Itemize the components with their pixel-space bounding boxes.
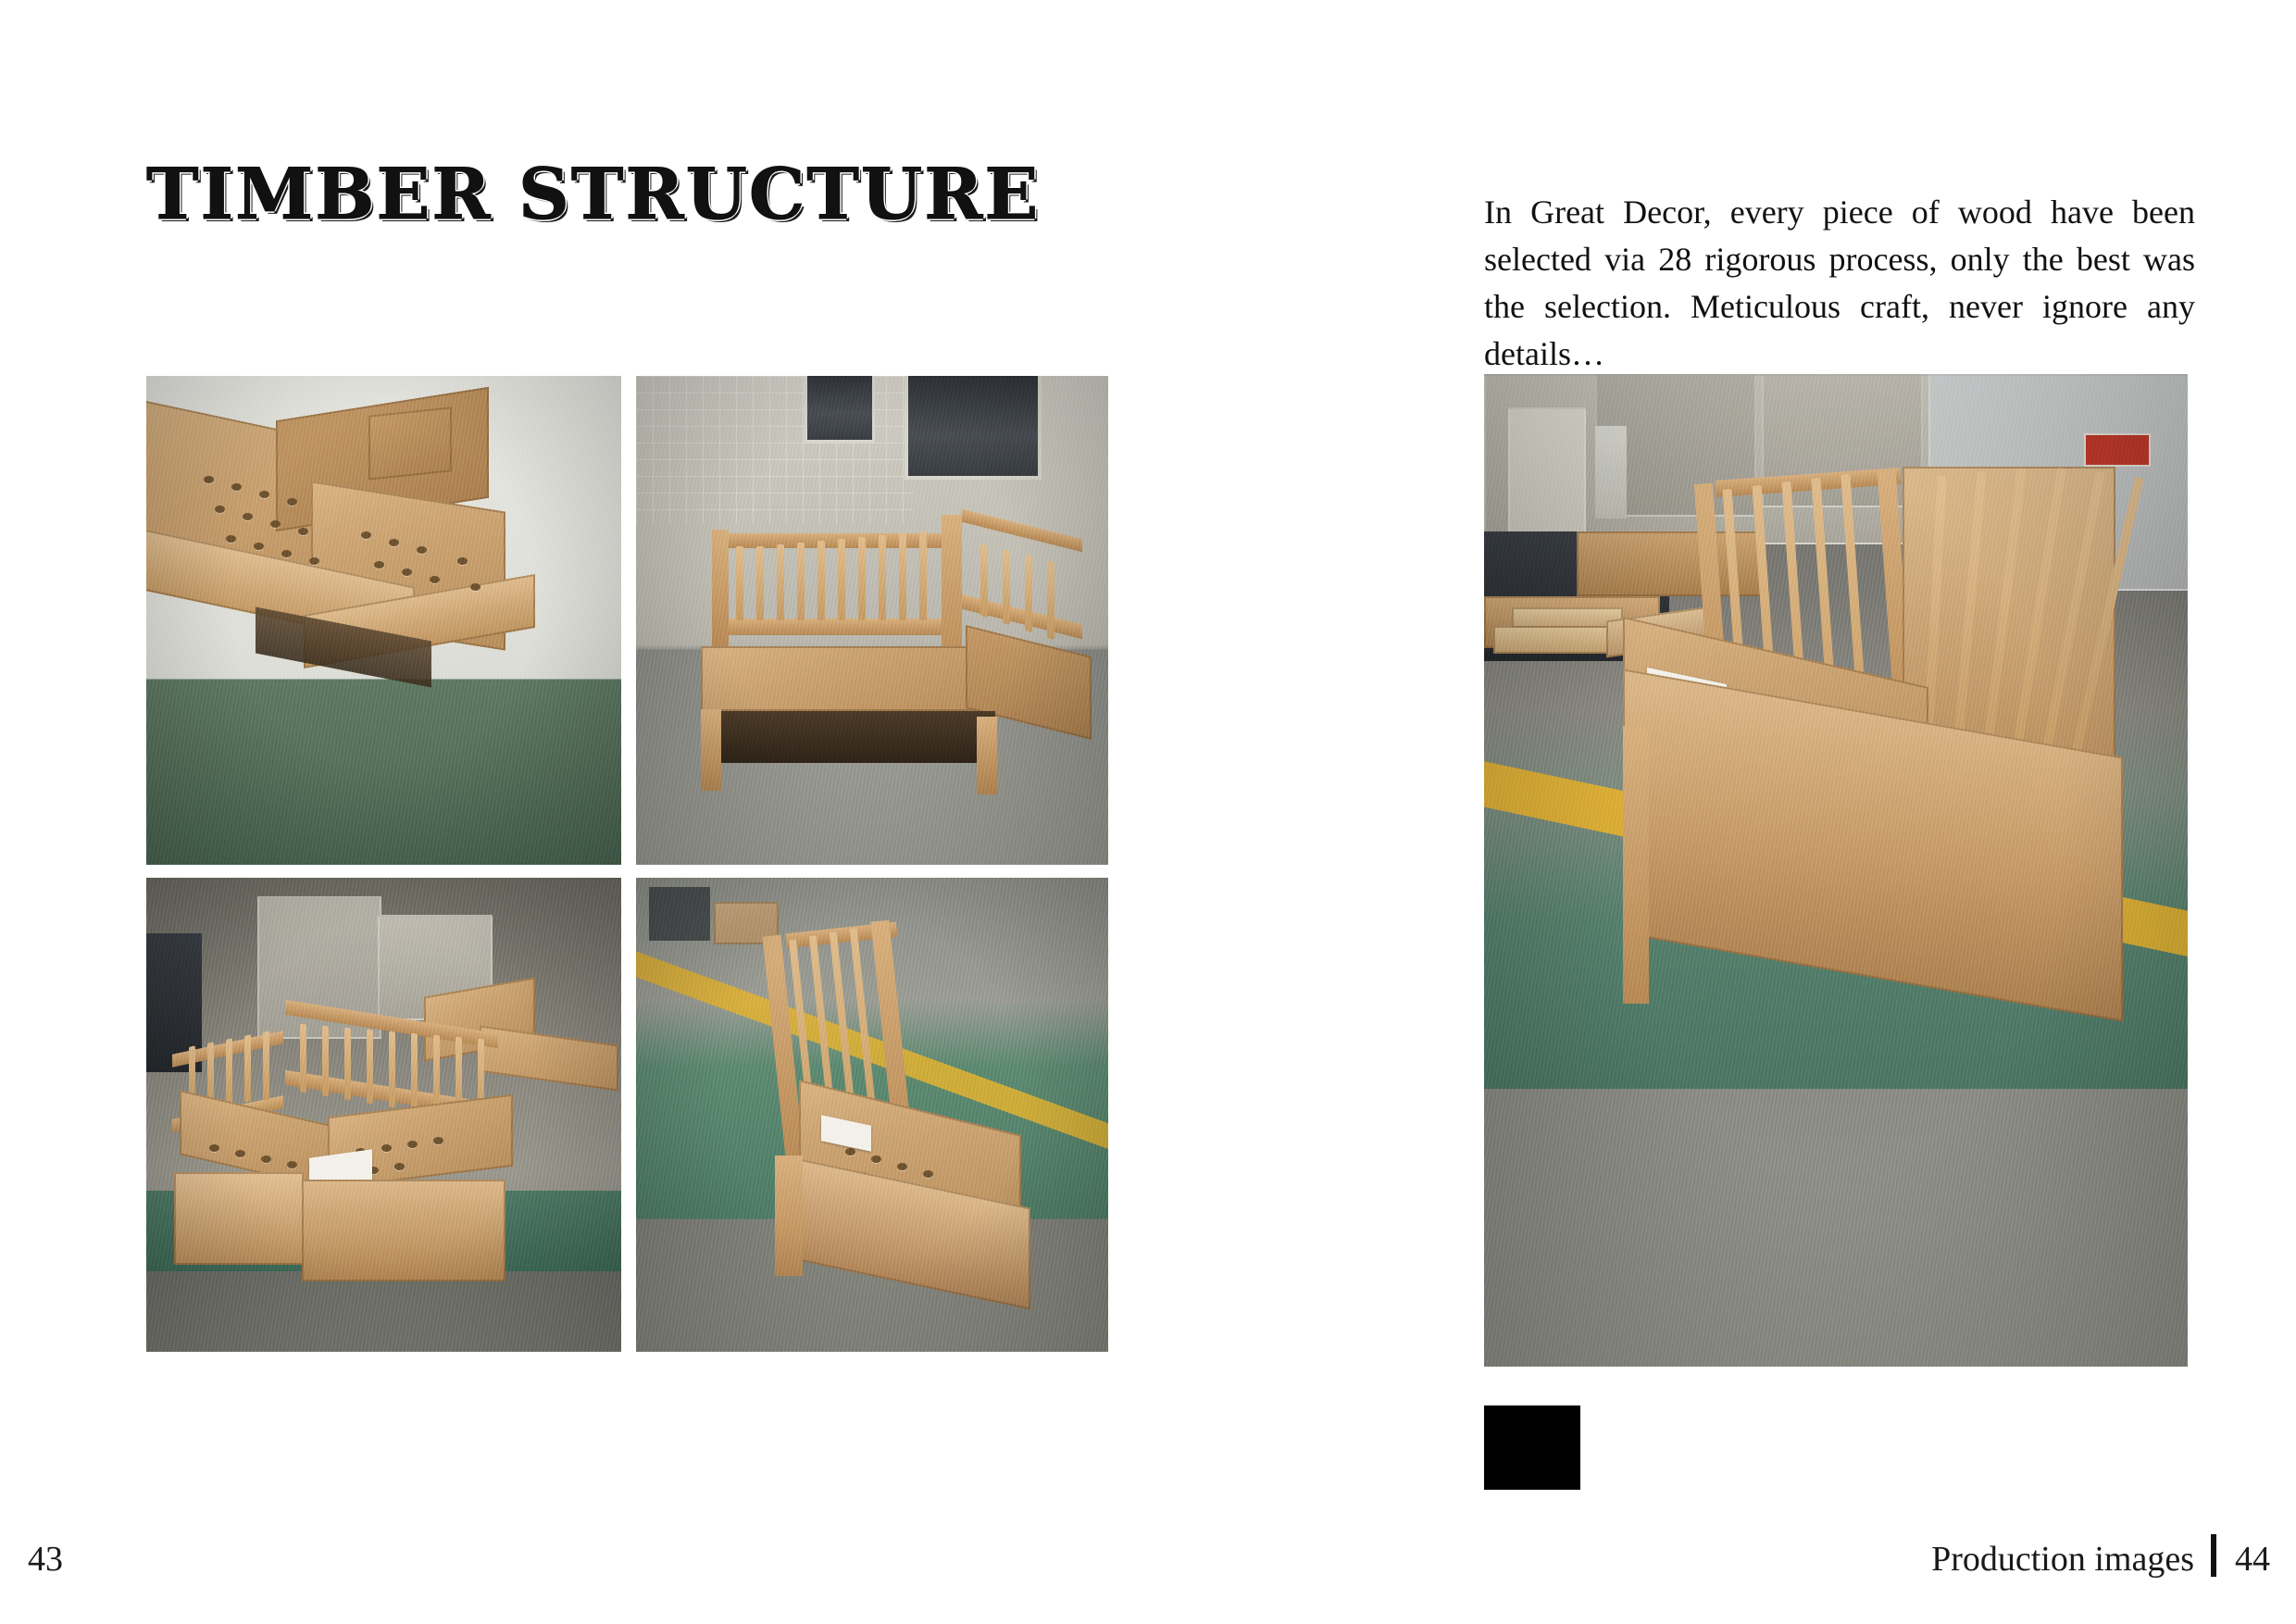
photo-corner-banquette-frame (146, 878, 621, 1352)
photo-angled-frame-three-quarter (636, 878, 1108, 1352)
folio-divider-rule (2211, 1534, 2216, 1577)
folio-right: 44 (2235, 1540, 2270, 1579)
page-title: TIMBER STRUCTURE (146, 153, 1041, 235)
right-page (1148, 0, 2296, 1624)
black-color-block (1484, 1405, 1580, 1490)
photo-timber-chair-frame-front (636, 376, 1108, 865)
footer-caption: Production images (1931, 1540, 2194, 1579)
intro-paragraph: In Great Decor, every piece of wood have been selected via 28 rigorous process, only the best was the selection. Meticulous craft, never ignore any details… (1484, 194, 2195, 373)
photo-workshop-large-banquette-frame (1484, 374, 2188, 1367)
folio-left: 43 (28, 1540, 63, 1579)
photo-plywood-seat-base-top-view (146, 376, 621, 865)
